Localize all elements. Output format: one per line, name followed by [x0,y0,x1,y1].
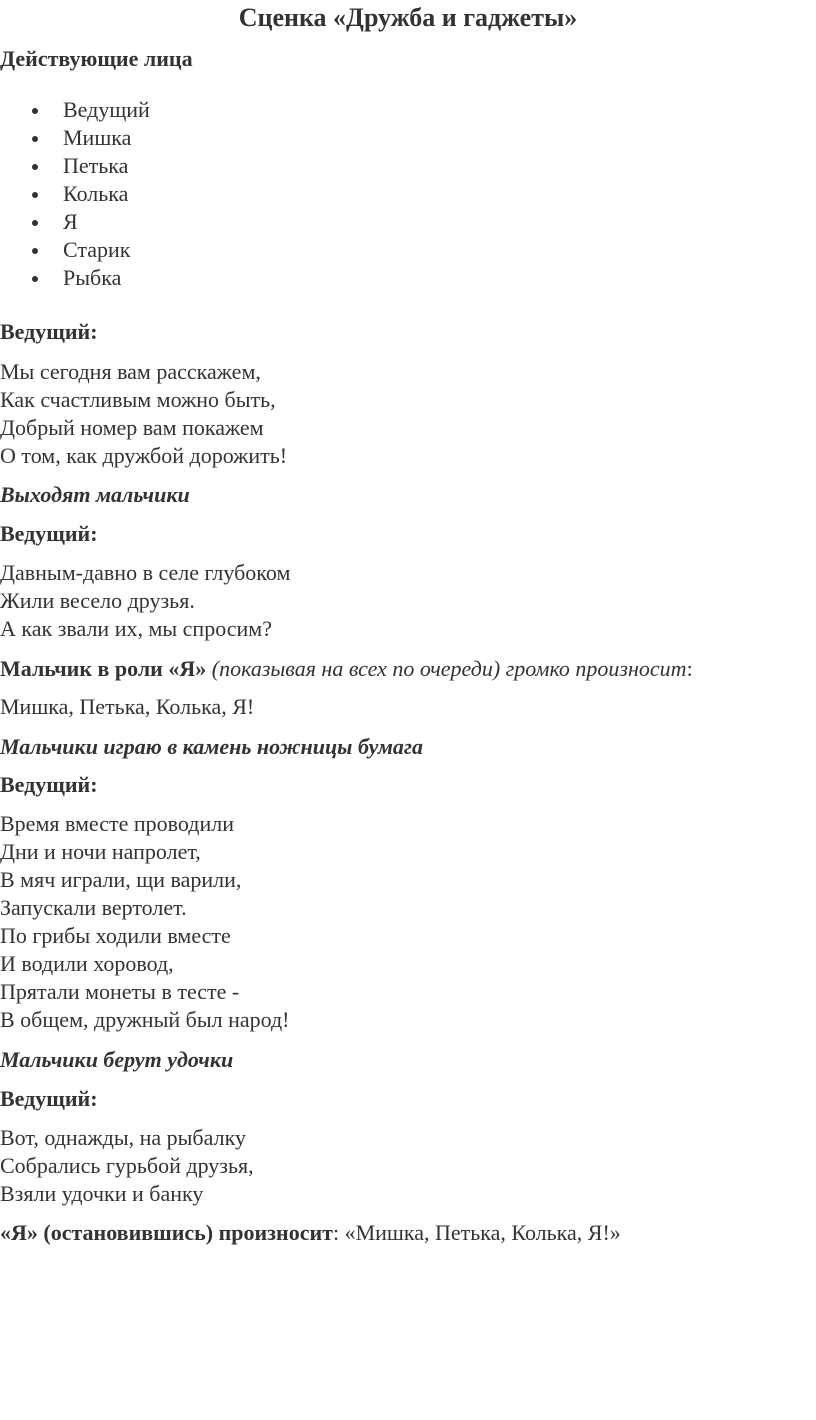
stage-direction: Мальчики играю в камень ножницы бумага [0,734,424,759]
stage-direction: (показывая на всех по очереди) громко произносит [211,656,687,681]
verse-line: О том, как дружбой дорожить! [0,443,288,468]
speaker-label: Ведущий: [0,319,98,344]
list-item: Петька [0,152,150,180]
verse-line: По грибы ходили вместе [0,923,231,948]
verse-line: Жили весело друзья. [0,588,195,613]
list-item: Колька [0,180,150,208]
dialogue-text: Мишка, Петька, Колька, Я! [0,694,255,719]
speaker-label: Ведущий: [0,521,98,546]
verse-line: В общем, дружный был народ! [0,1007,290,1032]
bullet-icon [32,136,38,142]
verse-line: В мяч играли, щи варили, [0,867,242,892]
stage-direction: Мальчики берут удочки [0,1047,234,1072]
bullet-icon [32,108,38,114]
verse-line: Собрались гурьбой друзья, [0,1153,254,1178]
verse-line: Дни и ночи напролет, [0,839,201,864]
verse-block [0,1124,254,1208]
verse-line: Мы сегодня вам расскажем, [0,359,261,384]
verse-line: Время вместе проводили [0,811,234,836]
verse-block [0,358,287,470]
list-item: Ведущий [0,96,150,124]
verse-line: Взяли удочки и банку [0,1181,204,1206]
verse-line: Запускали вертолет. [0,895,187,920]
verse-line: Как счастливым можно быть, [0,387,276,412]
bullet-icon [32,220,38,226]
speaker-label: Ведущий: [0,1086,98,1111]
document-title: Сценка «Дружба и гаджеты» [238,3,578,32]
bullet-icon [32,248,38,254]
verse-line: Добрый номер вам покажем [0,415,264,440]
dialogue-text: : «Мишка, Петька, Колька, Я!» [332,1220,621,1245]
verse-block [0,559,290,643]
list-item: Рыбка [0,264,150,292]
cast-list [0,96,150,292]
list-item: Мишка [0,124,150,152]
dialogue-line [0,1218,621,1248]
verse-line: Вот, однажды, на рыбалку [0,1125,246,1150]
verse-line: И водили хоровод, [0,951,174,976]
speaker-label: Мальчик в роли «Я» [0,656,207,681]
speaker-label: Ведущий: [0,772,98,797]
bullet-icon [32,164,38,170]
verse-block [0,810,290,1034]
cast-heading: Действующие лица [0,46,193,71]
list-item: Я [0,208,150,236]
verse-line: А как звали их, мы спросим? [0,616,272,641]
verse-line: Давным-давно в селе глубоком [0,560,291,585]
bullet-icon [32,192,38,198]
stage-direction: Выходят мальчики [0,482,190,507]
list-item: Старик [0,236,150,264]
verse-line: Прятали монеты в тесте - [0,979,240,1004]
dialogue-line: Мальчик в роли «Я» (показывая на всех по очереди) громко произносит: [0,656,693,681]
speaker-label: «Я» (остановившись) произносит [0,1220,333,1245]
bullet-icon [32,276,38,282]
